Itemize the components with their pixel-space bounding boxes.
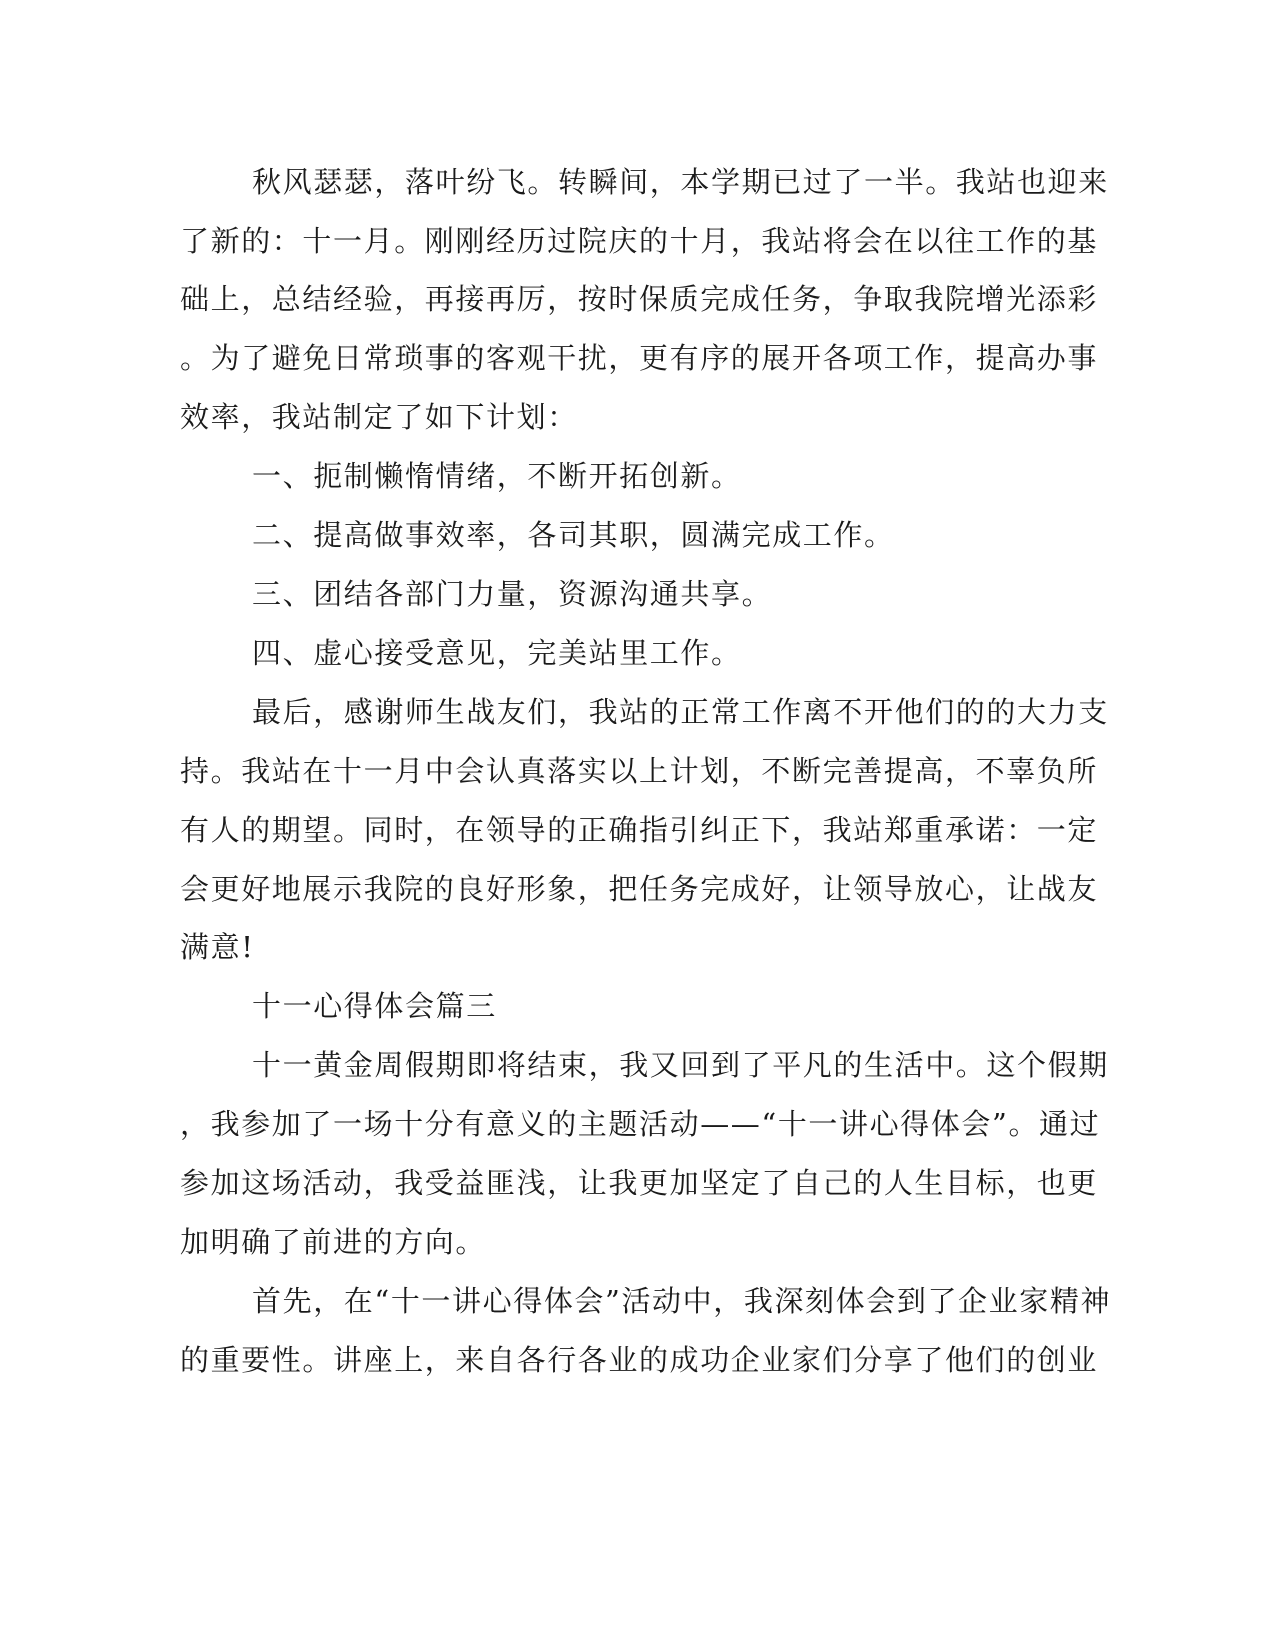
paragraph-2-line-4: 会更好地展示我院的良好形象，把任务完成好，让领导放心，让战友: [180, 872, 1099, 906]
paragraph-3-line-3: 参加这场活动，我受益匪浅，让我更加坚定了自己的人生目标，也更: [180, 1166, 1099, 1200]
paragraph-1-line-2: 了新的：十一月。刚刚经历过院庆的十月，我站将会在以往工作的基: [180, 224, 1099, 258]
paragraph-2-line-2: 持。我站在十一月中会认真落实以上计划，不断完善提高，不辜负所: [180, 754, 1099, 788]
plan-item-4: 四、虚心接受意见，完美站里工作。: [252, 636, 742, 670]
section-heading: 十一心得体会篇三: [252, 989, 497, 1023]
plan-item-3: 三、团结各部门力量，资源沟通共享。: [252, 577, 773, 611]
paragraph-1-line-5: 效率，我站制定了如下计划：: [180, 400, 578, 434]
paragraph-4-line-1: 首先，在“十一讲心得体会”活动中，我深刻体会到了企业家精神: [252, 1284, 1112, 1318]
plan-item-2: 二、提高做事效率，各司其职，圆满完成工作。: [252, 518, 895, 552]
paragraph-2-line-3: 有人的期望。同时，在领导的正确指引纠正下，我站郑重承诺：一定: [180, 813, 1099, 847]
paragraph-1-line-4: 。为了避免日常琐事的客观干扰，更有序的展开各项工作，提高办事: [180, 341, 1099, 375]
paragraph-1-line-3: 础上，总结经验，再接再厉，按时保质完成任务，争取我院增光添彩: [180, 282, 1099, 316]
paragraph-1-line-1: 秋风瑟瑟，落叶纷飞。转瞬间，本学期已过了一半。我站也迎来: [252, 165, 1109, 199]
paragraph-3-line-1: 十一黄金周假期即将结束，我又回到了平凡的生活中。这个假期: [252, 1048, 1109, 1082]
paragraph-3-line-4: 加明确了前进的方向。: [180, 1225, 487, 1259]
paragraph-2-line-1: 最后，感谢师生战友们，我站的正常工作离不开他们的的大力支: [252, 695, 1109, 729]
paragraph-3-line-2: ，我参加了一场十分有意义的主题活动——“十一讲心得体会”。通过: [180, 1107, 1101, 1141]
paragraph-4-line-2: 的重要性。讲座上，来自各行各业的成功企业家们分享了他们的创业: [180, 1343, 1099, 1377]
plan-item-1: 一、扼制懒惰情绪，不断开拓创新。: [252, 459, 742, 493]
paragraph-2-line-5: 满意!: [180, 930, 255, 964]
